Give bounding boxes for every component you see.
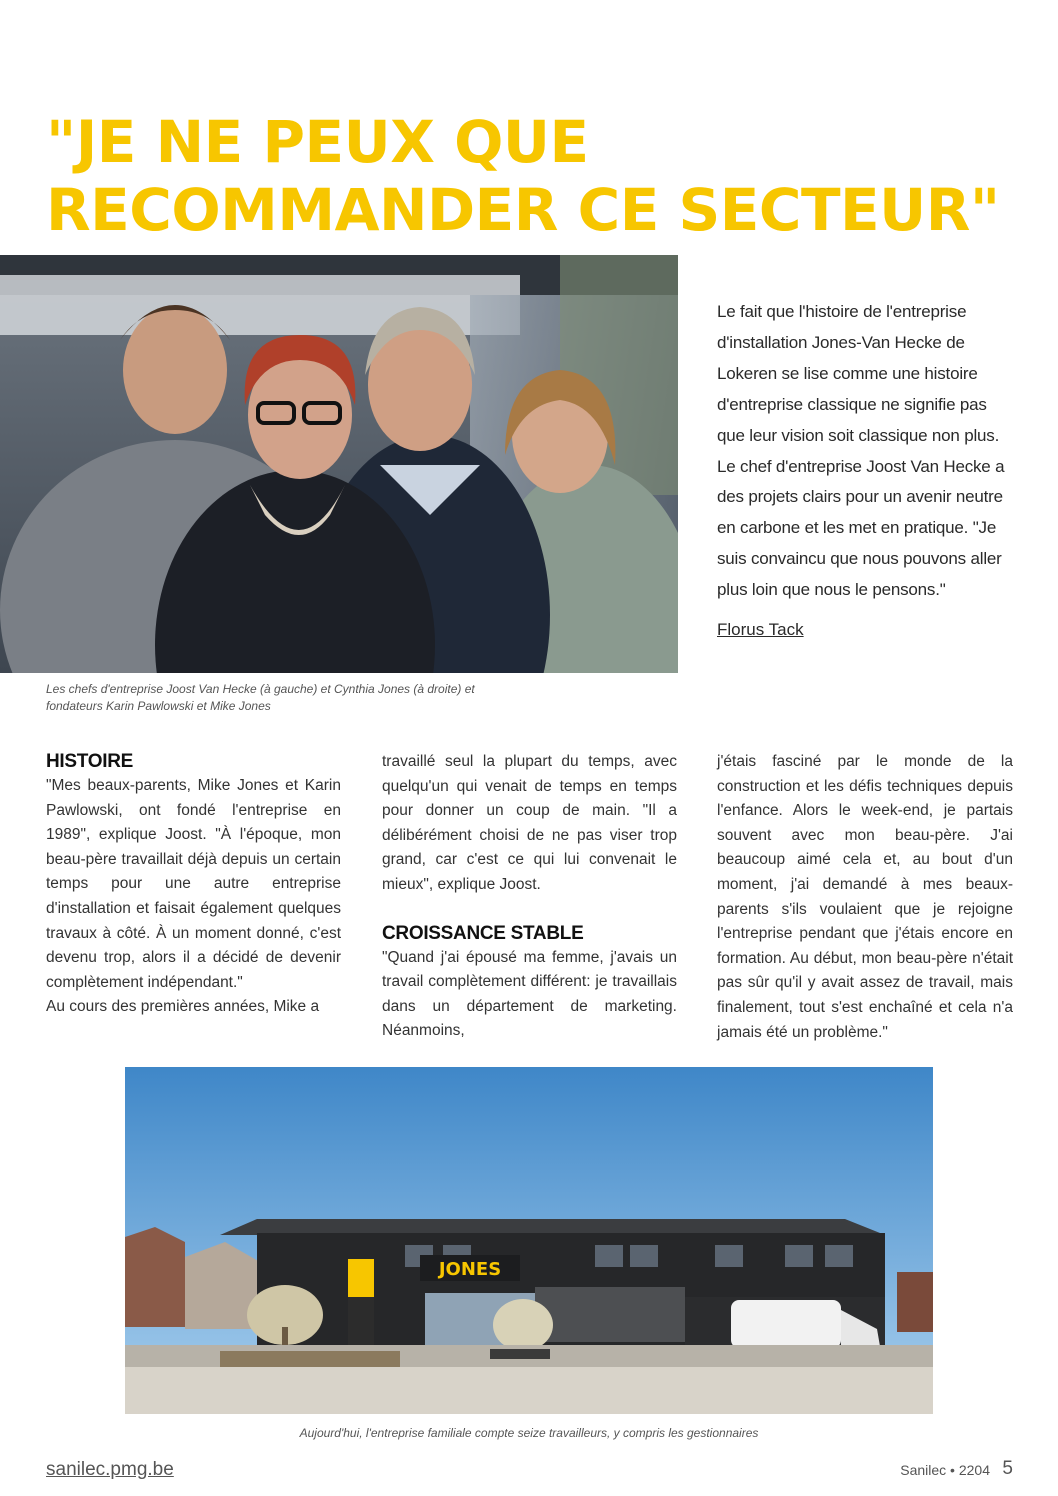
article-paragraph: "Quand j'ai épousé ma femme, j'avais un travail complètement différent: je travaillais dans un département de marketing. Néanmoins, xyxy=(382,948,677,1040)
article-column-3 xyxy=(717,750,1013,1045)
intro-paragraph: Le fait que l'histoire de l'entreprise d'installation Jones-Van Hecke de Lokeren se lise comme une histoire d'entreprise classique ne signifie pas que leur vision soit classique non plus. Le chef d'entreprise Joost Van Hecke a des projets clairs pour un avenir neutre en carbone et les met en pratique. "Je suis convaincu que nous pouvons aller plus loin que nous le pensons." xyxy=(717,302,1005,600)
article-column-1 xyxy=(46,750,341,1020)
article-paragraph: Au cours des premières années, Mike a xyxy=(46,998,320,1016)
article-paragraph: "Mes beaux-parents, Mike Jones et Karin Pawlowski, ont fondé l'entreprise en 1989", explique Joost. "À l'époque, mon beau-père travaillait déjà depuis un certain temps pour une autre entreprise d'installation et faisait également quelques travaux à côté. À un moment donné, c'est devenu trop, alors il a décidé de devenir complètement indépendant." xyxy=(46,777,341,991)
article-paragraph: j'étais fasciné par le monde de la construction et les défis techniques depuis l'enfance. Alors le week-end, je partais souvent avec mon beau-père. J'ai beaucoup aimé cela et, au bout d'un moment, j'ai demandé à mes beaux-parents s'ils voulaient que je rejoigne l'entreprise pendant que j'étais encore en formation. Au début, mon beau-père n'était pas sûr qu'il y avait assez de travail, mais finalement, tout s'est enchaîné et cela n'a jamais été un problème." xyxy=(717,753,1013,1041)
author-name: Florus Tack xyxy=(717,620,804,639)
page-number: 5 xyxy=(1002,1458,1013,1479)
jones-sign-text: JONES xyxy=(438,1259,502,1280)
footer-website-link[interactable]: sanilec.pmg.be xyxy=(46,1459,174,1480)
building-photo xyxy=(125,1067,933,1414)
team-photo-caption: Les chefs d'entreprise Joost Van Hecke (à gauche) et Cynthia Jones (à droite) et fondateurs Karin Pawlowski et Mike Jones xyxy=(46,682,475,713)
article-headline: "JE NE PEUX QUE RECOMMANDER CE SECTEUR" xyxy=(46,108,1000,244)
section-title-croissance: CROISSANCE STABLE xyxy=(382,922,584,944)
article-column-2 xyxy=(382,750,677,1044)
team-photo xyxy=(0,255,678,673)
article-paragraph: travaillé seul la plupart du temps, avec quelqu'un qui venait de temps en temps pour donner un coup de main. "Il a délibérément choisi de ne pas viser trop grand, car c'est ce qui lui convenait le mieux", explique Joost. xyxy=(382,753,677,893)
building-photo-caption: Aujourd'hui, l'entreprise familiale compte seize travailleurs, y compris les gestionnaires xyxy=(299,1426,759,1440)
footer-issue-label: Sanilec • 2204 xyxy=(900,1462,990,1478)
section-title-histoire: HISTOIRE xyxy=(46,751,133,772)
